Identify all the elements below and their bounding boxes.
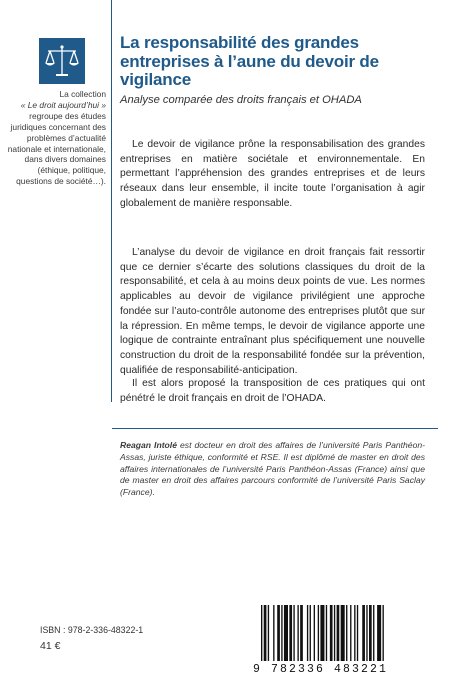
barcode-bar xyxy=(334,605,335,661)
barcode-bar xyxy=(326,605,327,661)
barcode-bar xyxy=(357,605,358,661)
paragraph-3: Il est alors proposé la transposition de ces pratiques qui ont pénétré le droit français en droit de l’OHADA. xyxy=(120,378,425,404)
barcode-bar xyxy=(277,605,280,661)
collection-description xyxy=(4,89,106,187)
barcode-bar xyxy=(273,605,274,661)
barcode-bar xyxy=(354,605,355,661)
scales-of-justice-icon xyxy=(39,38,85,84)
vertical-divider xyxy=(111,0,112,402)
barcode-bar xyxy=(297,605,298,661)
barcode-bar xyxy=(284,605,288,661)
barcode-bar xyxy=(330,605,333,661)
barcode-bar xyxy=(369,605,372,661)
barcode-bar xyxy=(337,605,340,661)
author-bio-text: est docteur en droit des affaires de l’université Paris Panthéon-Assas, juriste éthique, conformité et RSE. Il est diplômé de master en droit des affaires internationales de l’université Paris Panthéon-Assas (France) ainsi que de master en droit des affaires parcours conformité de l’université Paris Saclay (France). xyxy=(120,440,426,498)
collection-prefix: La collection xyxy=(59,89,106,99)
paragraph-2: L’analyse du devoir de vigilance en droit français fait ressortir que ce dernier s’écarte des solutions classiques du droit de la responsabilité, et cela à au moins deux points de vue. Les normes applicables au devoir de vigilance privilégient une approche fondée sur l’auto-contrôle autonome des entreprises plutôt que sur la répression. En même temps, le devoir de vigilance apporte une logique de contrainte entraînant plus spécifiquement une nouvelle construction du droit de la responsabilité fondée sur la prévention, qualifiée de responsabilité-anticipation. xyxy=(120,247,425,376)
barcode-bar xyxy=(350,605,351,661)
barcode-bar xyxy=(293,605,294,661)
horizontal-divider xyxy=(112,428,438,429)
author-name: Reagan Intolé xyxy=(120,440,177,450)
barcode-bar xyxy=(366,605,367,661)
paragraph-1: Le devoir de vigilance prône la responsabilisation des grandes entreprises en matière sociétale et environnementale. En permettant l’appréhension des grandes entreprises et de leurs réseaux dans leur ensemble, il incite toute l’organisation à agir globalement de manière responsable. xyxy=(120,139,425,209)
barcode-bar xyxy=(383,605,384,661)
barcode-bar xyxy=(373,605,374,661)
barcode-bar xyxy=(300,605,303,661)
barcode-bar xyxy=(314,605,315,661)
barcode-bar xyxy=(307,605,308,661)
barcode-bar xyxy=(320,605,324,661)
barcode-bar xyxy=(261,605,262,661)
collection-text-body: regroupe des études juridiques concernant des problèmes d’actualité nationale et internationale, dans divers domaines (éthique, politique, questions de société…). xyxy=(7,110,106,187)
book-title: La responsabilité des grandes entreprises à l’aune du devoir de vigilance xyxy=(120,33,379,89)
barcode-bar xyxy=(341,605,345,661)
barcode-bar xyxy=(264,605,267,661)
barcode-digits: 9 782336 483221 xyxy=(253,663,389,676)
barcode-bar xyxy=(281,605,282,661)
price: 41 € xyxy=(40,640,61,652)
barcode-bar xyxy=(346,605,347,661)
author-bio xyxy=(120,440,425,499)
collection-name: « Le droit aujourd’hui » xyxy=(20,99,106,110)
barcode-bar xyxy=(377,605,381,661)
book-subtitle: Analyse comparée des droits français et OHADA xyxy=(120,94,362,106)
barcode-bar xyxy=(289,605,292,661)
barcode-bar xyxy=(318,605,319,661)
isbn: ISBN : 978-2-336-48322-1 xyxy=(40,625,144,635)
barcode-bars xyxy=(249,605,431,663)
barcode-bar xyxy=(268,605,269,661)
barcode-bar xyxy=(310,605,311,661)
barcode xyxy=(249,605,431,677)
left-column xyxy=(0,0,112,696)
barcode-bar xyxy=(362,605,365,661)
